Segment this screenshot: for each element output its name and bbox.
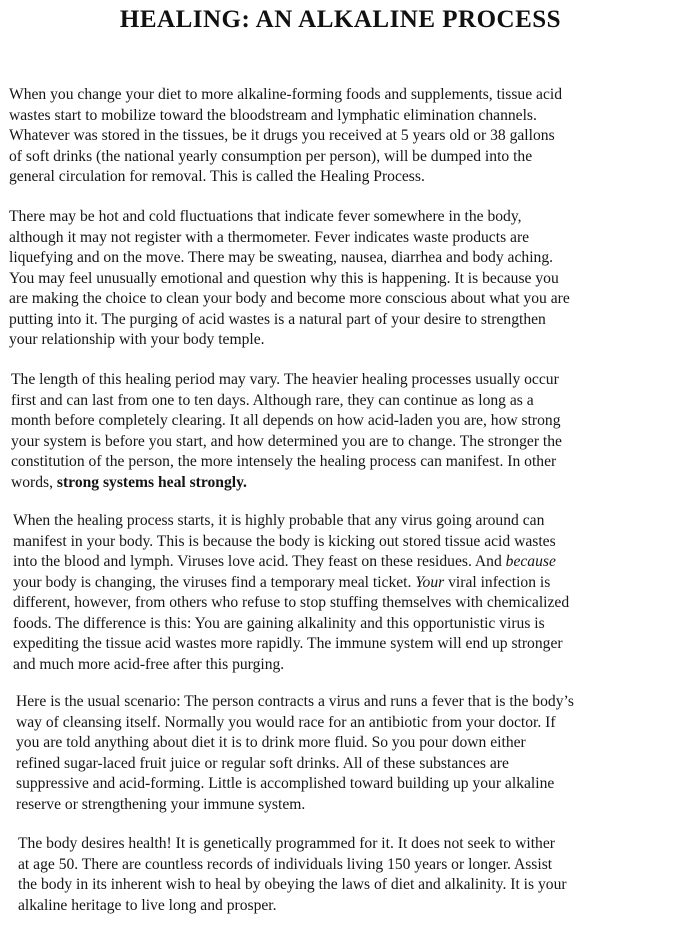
text-line: and much more acid-free after this purging. bbox=[13, 655, 285, 673]
text-line: There may be hot and cold fluctuations that indicate fever somewhere in the body, bbox=[9, 208, 522, 225]
text-line: your relationship with your body temple. bbox=[9, 331, 265, 348]
text-line: alkaline heritage to live long and prosper. bbox=[18, 896, 277, 914]
text-line: you are told anything about diet it is to drink more fluid. So you pour down either bbox=[16, 734, 526, 751]
paragraph-symptoms bbox=[9, 207, 570, 351]
text-line bbox=[13, 552, 569, 573]
text-line bbox=[13, 573, 569, 594]
text-line: although it may not register with a thermometer. Fever indicates waste products are bbox=[9, 228, 530, 246]
text-line: of soft drinks (the national yearly consumption per person), will be dumped into the bbox=[9, 147, 533, 165]
text-line: constitution of the person, the more intensely the healing process can manifest. In other bbox=[11, 453, 557, 470]
text-line: suppressive and acid-forming. Little is accomplished toward building up your alkaline bbox=[16, 775, 555, 792]
text-line: general circulation for removal. This is called the Healing Process. bbox=[9, 168, 425, 185]
text-line: You may feel unusually emotional and question why this is happening. It is because you bbox=[9, 269, 559, 287]
text-line: manifest in your body. This is because the body is kicking out stored tissue acid wastes bbox=[13, 532, 556, 550]
paragraph-usual-scenario bbox=[16, 692, 574, 815]
text-line: different, however, from others who refuse to stop stuffing themselves with chemicalized bbox=[13, 594, 570, 611]
text-line: reserve or strengthening your immune system. bbox=[16, 795, 306, 813]
text-line: at age 50. There are countless records of individuals living 150 years or longer. Assist bbox=[18, 855, 553, 873]
paragraph-body-desires-health bbox=[18, 834, 567, 916]
text-line: Whatever was stored in the tissues, be it drugs you received at 5 years old or 38 gallons bbox=[9, 127, 555, 144]
text-line: the body in its inherent wish to heal by obeying the laws of diet and alkalinity. It is your bbox=[18, 876, 567, 893]
emphasis-strong-systems: strong systems heal strongly. bbox=[56, 473, 247, 491]
emphasis-because: because bbox=[505, 553, 556, 570]
text-line: refined sugar-laced fruit juice or regular soft drinks. All of these substances are bbox=[16, 754, 509, 772]
paragraph-healing-process-intro bbox=[9, 85, 562, 188]
text-line: When you change your diet to more alkaline-forming foods and supplements, tissue acid bbox=[9, 86, 562, 103]
text-line: The length of this healing period may vary. The heavier healing processes usually occur bbox=[11, 371, 559, 388]
text-line: are making the choice to clean your body and become more conscious about what you are bbox=[9, 290, 570, 307]
text-run: words, bbox=[11, 473, 57, 491]
text-line: first and can last from one to ten days. Although rare, they can continue as long as a bbox=[11, 391, 534, 409]
text-line: When the healing process starts, it is highly probable that any virus going around can bbox=[13, 512, 545, 529]
text-run: into the blood and lymph. Viruses love acid. They feast on these residues. And bbox=[13, 553, 506, 570]
text-line: expediting the tissue acid wastes more rapidly. The immune system will end up stronger bbox=[13, 635, 563, 652]
text-line: liquefying and on the move. There may be sweating, nausea, diarrhea and body aching. bbox=[9, 249, 554, 266]
text-line: month before completely clearing. It all depends on how acid-laden you are, how strong bbox=[11, 412, 561, 429]
text-line: Here is the usual scenario: The person contracts a virus and runs a fever that is the body’s bbox=[16, 693, 574, 710]
text-line bbox=[11, 473, 562, 494]
document-title: HEALING: AN ALKALINE PROCESS bbox=[119, 6, 562, 33]
emphasis-your: Your bbox=[415, 573, 445, 591]
paragraph-virus bbox=[13, 511, 569, 675]
text-line: putting into it. The purging of acid wastes is a natural part of your desire to strengthen bbox=[9, 310, 546, 328]
text-line: The body desires health! It is genetically programmed for it. It does not seek to wither bbox=[18, 835, 555, 852]
text-line: way of cleansing itself. Normally you would race for an antibiotic from your doctor. If bbox=[16, 713, 556, 731]
paragraph-healing-period bbox=[11, 370, 562, 493]
text-run: viral infection is bbox=[444, 573, 551, 591]
text-line: wastes start to mobilize toward the bloodstream and lymphatic elimination channels. bbox=[9, 106, 537, 124]
text-line: your system is before you start, and how determined you are to change. The stronger the bbox=[11, 432, 562, 450]
text-line: foods. The difference is this: You are gaining alkalinity and this opportunistic virus is bbox=[13, 614, 545, 632]
text-run: your body is changing, the viruses find a temporary meal ticket. bbox=[13, 573, 416, 591]
